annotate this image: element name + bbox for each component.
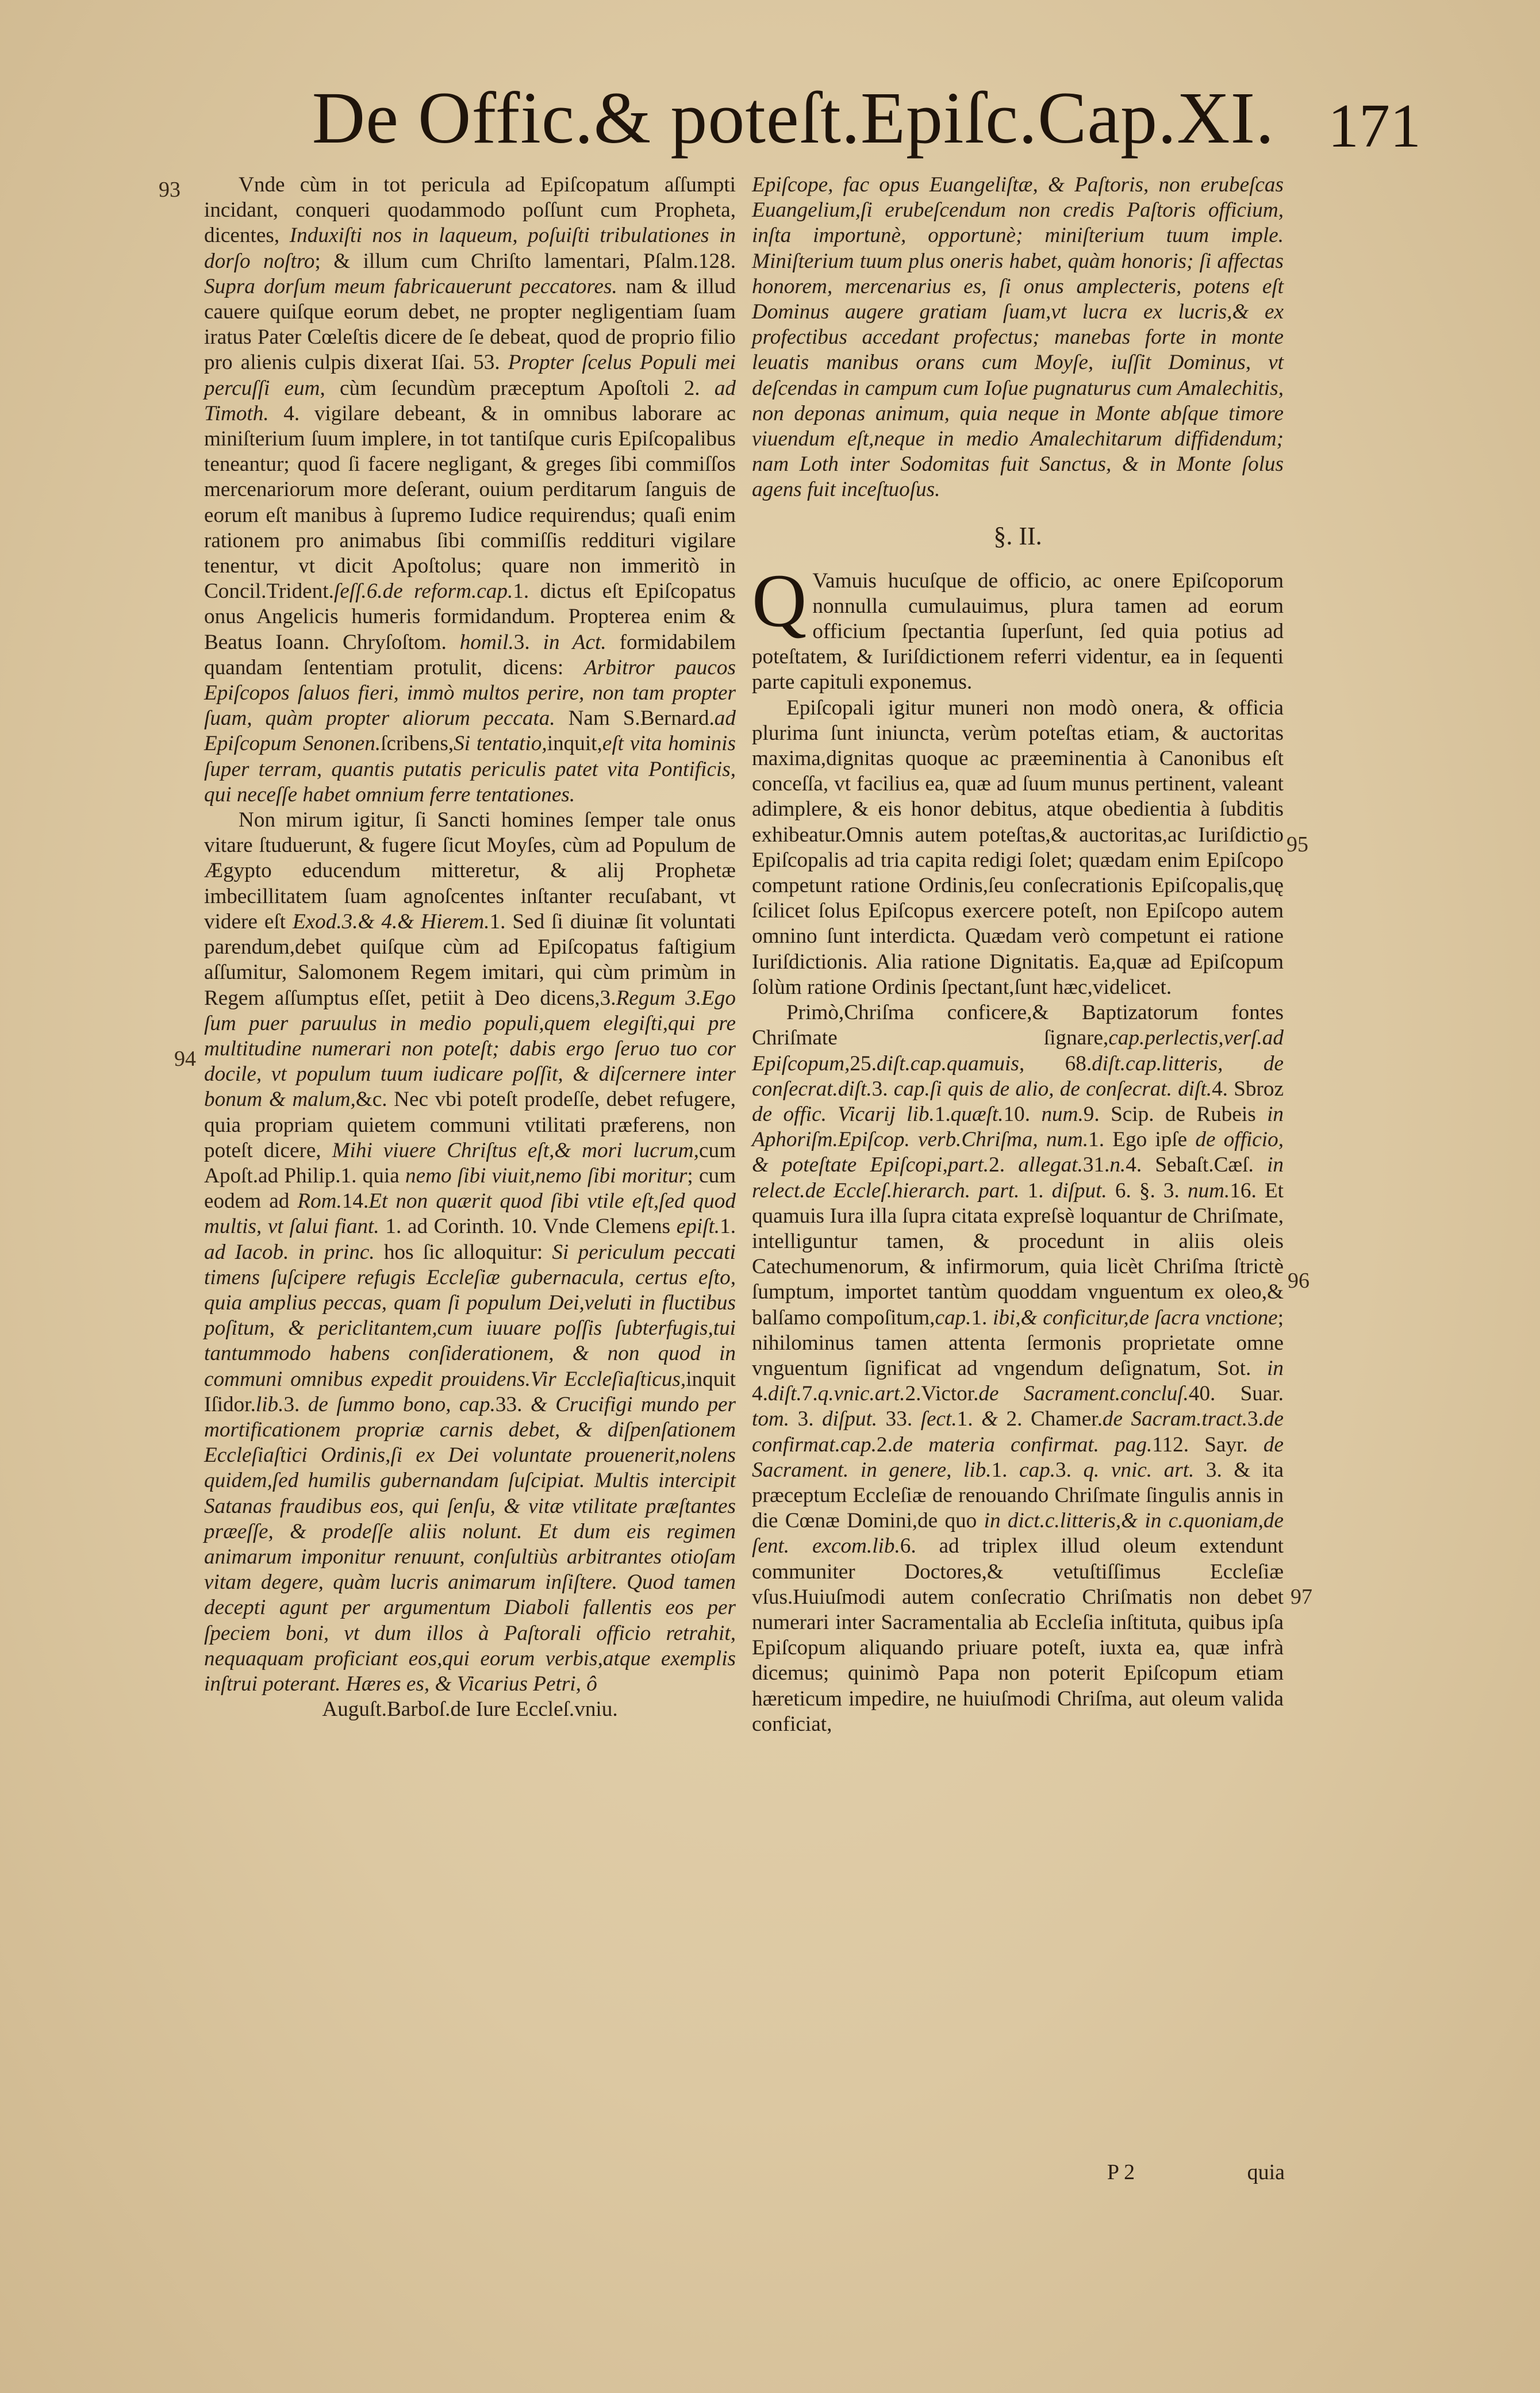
text-run: , cùm ſecundùm præceptum Apoſtoli 2.: [320, 376, 715, 400]
italic-run: cap.: [1019, 1458, 1055, 1482]
text-run: inquit Iſidor.: [204, 1367, 736, 1416]
italic-run: q.vnic.art.: [817, 1382, 905, 1406]
italic-run: ad Timoth.: [204, 376, 736, 425]
italic-run: diſt.cap.litteris, de conſecrat.diſt.: [752, 1051, 1284, 1101]
text-run: Epiſcopali igitur muneri non modò onera, & officia plurima ſunt iniuncta, verùm poteſtas etiam, & auctoritas maxima,dignitas quoque ac præeminentia à Canonibus eſt conceſſa, vt facilius ea, quæ ad ſuum munus pertinent, valeant adimplere, & eis honor debitus, atque obedientia à ſubditis exhibeatur.Omnis autem poteſtas,& auctoritas,ac Iuriſdictio Epiſcopalis ad tria capita redigi ſolet; quædam enim Epiſcopo competunt ratione Ordinis,ſeu conſecrationis Epiſcopalis,quę ſcilicet ſolus Epiſcopus exercere poteſt, non Epiſcopo autem omnino ſunt interdicta. Quædam verò competunt ei ratione Iuriſdictionis. Alia ratione Dignitatis. Ea,quæ ad Epiſcopum ſolùm ratione Ordinis ſpectant,ſunt hæc,videlicet.: [752, 696, 1284, 999]
italic-run: Si tentatio,: [454, 732, 547, 756]
signature-mark: P 2: [1107, 2160, 1135, 2184]
catchword: quia: [1247, 2160, 1285, 2184]
text-run: 2. Chamer.: [998, 1407, 1103, 1431]
text-run: Non mirum igitur, ſi Sancti homines ſemper tale onus vitare ſtuduerunt, & fugere ſicut Moyſes, cùm ad Populum de Ægypto educendum mitteretur, & alij Prophetæ imbecillitatem ſuam agnoſcentes inſtanter recuſabant, vt videre eſt: [204, 808, 736, 934]
paragraph-text: [752, 558, 1284, 694]
text-run: 3.: [283, 1392, 308, 1416]
text-run: 3.: [871, 1077, 894, 1101]
text-run: 1.: [957, 1407, 982, 1431]
italic-run: eſt vita hominis ſuper terram, quantis putatis periculis patet vita Pontificis, qui neceſſe habet omnium ferre tentationes.: [204, 732, 736, 806]
italic-run: cap.ſi quis de alio, de conſecrat. diſt.: [893, 1077, 1212, 1101]
italic-run: in relect.de Eccleſ.hierarch. part.: [752, 1153, 1284, 1203]
italic-run: nemo ſibi viuit,nemo ſibi moritur: [405, 1163, 688, 1188]
quotation-paragraph: [752, 172, 1284, 503]
italic-run: allegat.: [1018, 1153, 1083, 1177]
italic-run: tom.: [752, 1407, 790, 1431]
italic-run: num.: [1041, 1102, 1084, 1126]
text-run: 1.: [971, 1305, 993, 1330]
italic-run: & Crucifigi mundo per mortificationem propriæ carnis debet, & diſpenſationem Eccleſiaſtici Ordinis,ſi ex Dei voluntate prouenerit,nolens quidem,ſed humilis gubernandam ſuſcipiat. Multis intercipit Satanas fraudibus eos, qui ſenſu, & vitæ vtilitate præſtantes præeſſe, & prodeſſe aliis nolunt. Et dum eis regimen animarum imponitur renuunt, conſultiùs arbitrantes otioſam vitam degere, quàm lucris animarum inſiſtere. Quod tamen decepti agunt per argumentum Diaboli fallentis eos per ſpeciem boni, vt dum illos à Paſtorali officio retrahit, nequaquam proficiant eos,qui eorum verbis,atque exemplis inſtrui poterant. Hæres es, & Vicarius Petri, ô: [204, 1392, 736, 1696]
margin-number-94: 94: [174, 1047, 196, 1071]
italic-run: q. vnic. art.: [1083, 1458, 1195, 1482]
text-run: Primò,Chriſma conficere,& Baptizatorum fontes Chriſmate ſignare,: [752, 1001, 1284, 1050]
text-run: 40. Suar.: [1188, 1382, 1284, 1406]
italic-run: num.: [1187, 1178, 1230, 1203]
italic-run: diſt.cap.quamuis,: [876, 1051, 1025, 1075]
text-run: 1. ad Corinth. 10. Vnde Clemens: [379, 1215, 677, 1239]
italic-run: de materia confirmat. pag.: [892, 1432, 1153, 1457]
text-run: 1.: [1019, 1178, 1052, 1203]
italic-run: ad Iacob. in princ.: [204, 1240, 375, 1264]
running-head: De Offic.& poteſt.Epiſc.Cap.XI.: [312, 77, 1275, 159]
text-run: 2.Victor.: [905, 1382, 979, 1406]
italic-run: diſt.: [767, 1382, 802, 1406]
paragraph: [204, 172, 736, 808]
italic-run: Et non quærit quod ſibi vtile eſt,ſed quod multis, vt ſalui fiant.: [204, 1189, 736, 1239]
italic-run: homil.: [459, 630, 514, 654]
text-run: 112. Sayr.: [1152, 1432, 1264, 1457]
text-run: Nam S.Bernard.: [555, 706, 715, 731]
drop-cap: Q: [752, 558, 807, 643]
italic-run: cap.perlectis,verſ.ad Epiſcopum,: [752, 1026, 1284, 1075]
margin-number-96: 96: [1288, 1269, 1309, 1293]
text-run: ſcribens,: [381, 732, 454, 756]
italic-run: Mihi viuere Chriſtus eſt,& mori lucrum,: [332, 1138, 699, 1162]
text-run: 4. Sebaſt.Cæſ.: [1126, 1153, 1268, 1177]
italic-run: de ſummo bono, cap.: [308, 1392, 496, 1416]
text-run: 3.: [1055, 1458, 1084, 1482]
text-run: 1.: [720, 1215, 736, 1239]
text-run: &c. Nec vbi poteſt prodeſſe, debet refugere, quia propriam quietem communi vtilitati præferens, non poteſt dicere,: [204, 1088, 736, 1162]
italic-run: in: [1267, 1356, 1284, 1380]
italic-run: de offic. Vicarij lib.: [752, 1102, 935, 1126]
text-run: 25.: [850, 1051, 877, 1075]
text-run: 6. §. 3.: [1107, 1178, 1188, 1203]
left-column: [204, 172, 736, 2196]
italic-run: Rom.: [297, 1189, 342, 1213]
text-run: 3. & ita præceptum Eccleſiæ de renouando Chriſmate ſingulis annis in die Cœnæ Domini,de quo: [752, 1458, 1284, 1533]
paragraph: [752, 558, 1284, 696]
italic-run: &: [981, 1407, 998, 1431]
page-number: 171: [1328, 92, 1421, 160]
italic-run: Exod.3.& 4.& Hierem.: [292, 909, 490, 934]
text-run: ; & illum cum Chriſto lamentari, Pſalm.128.: [314, 249, 736, 273]
text-run: 6. ad triplex illud oleum extendunt communiter Doctores,& vetuſtiſſimus Eccleſiæ vſus.Huiuſmodi autem conſecratio Chriſmatis non debet numerari inter Sacramentalia ab Eccleſia inſtituta, quibus ipſa Epiſcopum aliquando priuare poteſt, iuxta ea, quæ infrà dicemus; quinimò Papa non poterit Epiſcopum etiam hæreticum impedire, ne huiuſmodi Chriſma, aut oleum valida conficiat,: [752, 1534, 1284, 1736]
italic-run: ſect.: [920, 1407, 957, 1431]
text-run: ; nihilominus tamen attenta ſermonis proprietate omne vnguentum ſignificat ad vngendum deſignatum, Sot.: [752, 1305, 1284, 1380]
text-run: 1. Sed ſi diuinæ ſit voluntati parendum,debet quiſque cùm ad Epiſcopatus faſtigium aſſumitur, Salomonem Regem imitari, qui cùm primùm in Regem aſſumptus eſſet, petiit à Deo dicens,3.: [204, 909, 736, 1010]
text-run: 3.: [1247, 1407, 1264, 1431]
italic-run: Supra dorſum meum fabricauerunt peccatores.: [204, 274, 617, 298]
margin-number-97: 97: [1291, 1585, 1312, 1609]
italic-run: de Sacrament.concluſ.: [978, 1382, 1189, 1406]
text-run: formidabilem quandam ſententiam protulit, dicens:: [204, 630, 736, 679]
italic-run: in dict.c.litteris,& in c.quoniam,de ſent. excom.lib.: [752, 1509, 1284, 1558]
italic-run: Regum 3.Ego ſum puer paruulus in medio populi,quem elegiſti,qui pre multitudine numerari non poteſt; dabis ergo ſeruo tuo cor docile, vt populum tuum iudicare poſſit, & diſcernere inter bonum & malum,: [204, 986, 736, 1112]
text-run: Vamuis hucuſque de officio, ac onere Epiſcoporum nonnulla cumulauimus, plura tamen ad eorum officium ſpectantia ſuperſunt, ſed quia potius ad poteſtatem, & Iuriſdictionem referri videntur, ea in ſequenti parte capituli exponemus.: [752, 569, 1284, 694]
text-run: 3.: [513, 630, 543, 654]
italic-run: n.: [1109, 1153, 1126, 1177]
text-run: 31.: [1082, 1153, 1110, 1177]
text-run: 7.: [801, 1382, 818, 1406]
text-run: ; cum eodem ad: [204, 1163, 736, 1213]
italic-run: de confirmat.cap.: [752, 1407, 1284, 1457]
text-run: 1.: [934, 1102, 951, 1126]
italic-run: ſeſſ.6.de reform.cap.: [333, 579, 513, 604]
italic-run: de Sacram.tract.: [1102, 1407, 1247, 1431]
italic-run: de officio, & poteſtate Epiſcopi,part.: [752, 1128, 1284, 1177]
text-run: 9. Scip. de Rubeis: [1083, 1102, 1268, 1126]
italic-run: cap.: [935, 1305, 971, 1330]
text-run: hos ſic alloquitur:: [374, 1240, 552, 1264]
italic-run: in Act.: [543, 630, 606, 654]
text-run: inquit,: [547, 732, 602, 756]
text-run: 68.: [1024, 1051, 1092, 1075]
margin-number-93: 93: [159, 178, 181, 202]
author-signature: Auguſt.Barboſ.de Iure Eccleſ.vniu.: [322, 1697, 618, 1722]
italic-run: ad Epiſcopum Senonen.: [204, 706, 736, 756]
italic-run: Propter ſcelus Populi mei percuſſi eum: [204, 351, 736, 400]
italic-run: quæſt.: [950, 1102, 1004, 1126]
text-run: 33.: [495, 1392, 531, 1416]
right-column: [752, 172, 1284, 2230]
italic-run: lib.: [255, 1392, 284, 1416]
italic-run: Epiſcope, fac opus Euangeliſtæ, & Paſtoris, non erubeſcas Euangelium,ſi erubeſcendum non credis Paſtoris officium, inſta importunè, opportunè; miniſterium tuum imple. Miniſterium tuum plus oneris habet, quàm honoris; ſi affectas honorem, mercenarius es, ſi onus amplecteris, potens eſt Dominus augere gratiam ſuam,vt lucra ex lucris,& ex profectibus accedant profectus; manebas forte in monte leuatis manibus orans cum Moyſe, iuſſit Dominus, vt deſcendas in campum cum Ioſue pugnaturus cum Amalechitis, non deponas animum, quia neque in Monte abſque timore viuendum eſt,neque in medio Amalechitarum diffidendum; nam Loth inter Sodomitas fuit Sanctus, & in Monte ſolus agens fuit inceſtuoſus.: [752, 173, 1284, 502]
text-run: 16. Et quamuis Iura illa ſupra citata expreſsè loquantur de Chriſmate, intelliguntur tamen, & procedunt in aliis oleis Catechumenorum, & infirmorum, quia licèt Chriſma ſtrictè ſumptum, importet tantùm quoddam vnguentum ex oleo,& balſamo compoſitum,: [752, 1178, 1284, 1330]
margin-number-95: 95: [1286, 832, 1308, 856]
italic-run: ibi,& conficitur,de ſacra vnctione: [992, 1305, 1278, 1330]
text-run: 10.: [1003, 1102, 1042, 1126]
text-run: 4. Sbroz: [1212, 1077, 1284, 1101]
text-run: 1. Ego ipſe: [1088, 1128, 1196, 1152]
italic-run: epiſt.: [676, 1215, 720, 1239]
text-run: 2.: [989, 1153, 1019, 1177]
text-run: 1.: [991, 1458, 1019, 1482]
text-run: 4. vigilare debeant, & in omnibus laborare ac miniſterium ſuum implere, in tot tantiſque curis Epiſcopalibus teneantur; quod ſi facere negligant, & greges ſibi commiſſos mercenariorum more deſerant, ouium perditarum ſanguis de eorum eſt manibus à ſupremo Iudice requirendus; quaſi enim rationem pro animabus ſibi commiſſis reddituri vigilare tenentur, vt dicit Apoſtolus; quare non immeritò in Concil.Trident.: [204, 401, 736, 604]
paragraph: [752, 696, 1284, 1000]
text-run: 33.: [877, 1407, 921, 1431]
section-heading: §. II.: [993, 521, 1042, 550]
text-run: 2.: [876, 1432, 893, 1457]
text-run: 1. dictus eſt Epiſcopatus onus Angelicis humeris formidandum. Propterea enim & Beatus Ioann. Chryſoſtom.: [204, 579, 736, 654]
text-run: cum Apoſt.ad Philip.1. quia: [204, 1138, 736, 1188]
text-run: nam & illud cauere quiſque eorum debet, ne propter negligentiam ſuam iratus Pater Cœleſtis dicere de ſe debeat, quod de proprio filio pro alienis culpis dixerat Iſai. 53.: [204, 274, 736, 375]
italic-run: de Sacrament. in genere, lib.: [752, 1432, 1284, 1482]
italic-run: diſput.: [1051, 1178, 1107, 1203]
italic-run: Arbitror paucos Epiſcopos ſaluos fieri, immò multos perire, non tam propter ſuam, quàm propter aliorum peccata.: [204, 655, 736, 731]
italic-run: Si periculum peccati timens ſuſcipere refugis Eccleſiæ gubernacula, certus eſto, quia amplius peccas, quam ſi populum Dei,veluti in fluctibus poſitum, & periclitantem,cum iuuare poſſis ſubterfugis,tui tantummodo habens conſiderationem, & non quod in communi omnibus expedit prouidens.Vir Eccleſiaſticus,: [204, 1240, 736, 1391]
paragraph: [204, 808, 736, 1697]
italic-run: Induxiſti nos in laqueum, poſuiſti tribulationes in dorſo noſtro: [204, 224, 736, 273]
italic-run: diſput.: [822, 1407, 878, 1431]
text-run: 14.: [341, 1189, 369, 1213]
text-run: 3.: [789, 1407, 823, 1431]
paragraph: [752, 1000, 1284, 1737]
text-run: 4.: [752, 1382, 768, 1406]
text-run: Vnde cùm in tot pericula ad Epiſcopatum aſſumpti incidant, conqueri quodammodo poſſunt cum Propheta, dicentes,: [204, 173, 736, 248]
italic-run: in Aphoriſm.Epiſcop. verb.Chriſma, num.: [752, 1102, 1284, 1152]
